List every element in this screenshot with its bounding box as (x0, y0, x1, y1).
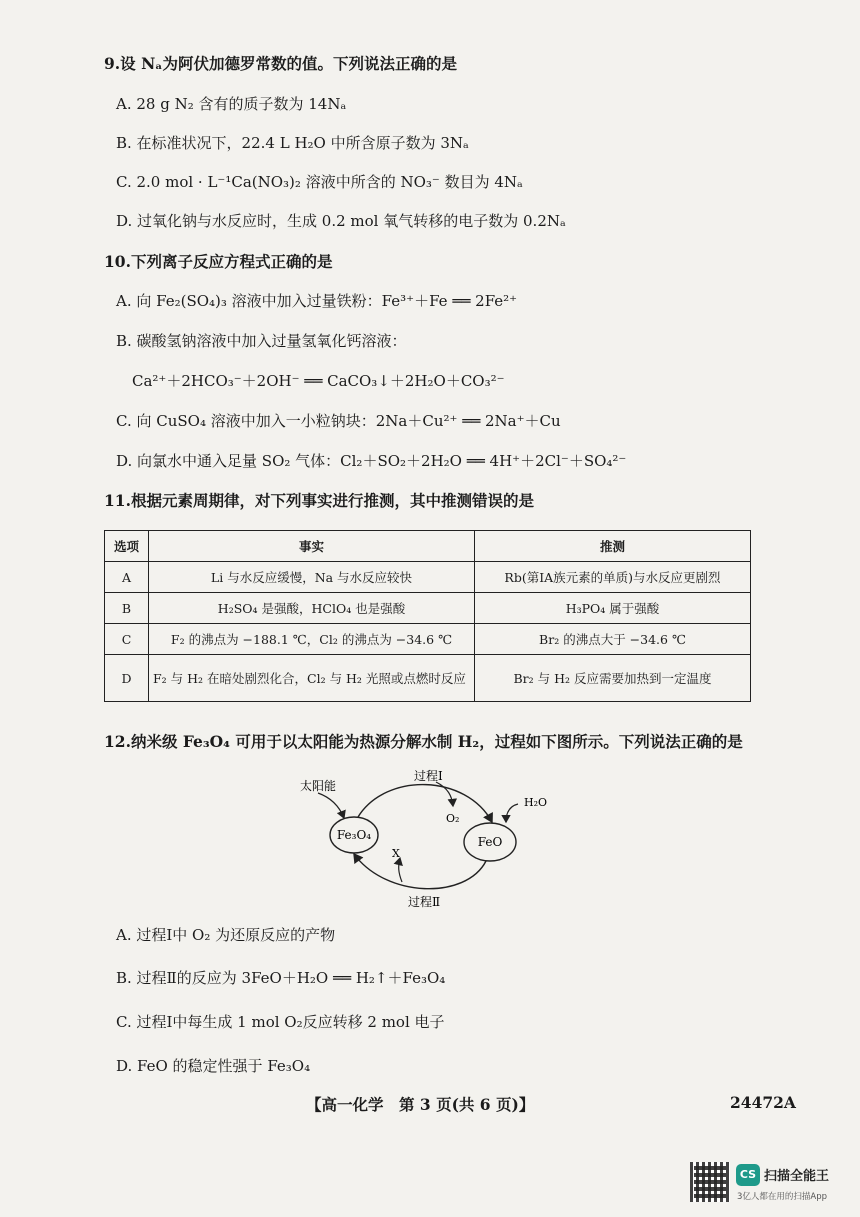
table-header-fact: 事实 (149, 531, 475, 562)
table-cell-fact: F₂ 的沸点为 −188.1 ℃，Cl₂ 的沸点为 −34.6 ℃ (149, 624, 475, 655)
table-row (105, 655, 751, 702)
o2-label: O₂ (446, 812, 460, 825)
h2o-label: H₂O (524, 796, 548, 809)
feo-node-label: FeO (477, 835, 503, 849)
solar-input-arrow (318, 793, 344, 818)
question-9-option-d: D. 过氧化钠与水反应时，生成 0.2 mol 氧气转移的电子数为 0.2Nₐ (116, 212, 566, 230)
question-12-option-a: A. 过程Ⅰ中 O₂ 为还原反应的产物 (116, 926, 336, 944)
question-10-option-b-equation: Ca²⁺＋2HCO₃⁻＋2OH⁻ ══ CaCO₃↓＋2H₂O＋CO₃²⁻ (132, 372, 505, 390)
fe3o4-node-label: Fe₃O₄ (336, 828, 372, 842)
table-header-option: 选项 (105, 531, 149, 562)
table-cell-fact: H₂SO₄ 是强酸，HClO₄ 也是强酸 (149, 593, 475, 624)
x-label: X (392, 847, 400, 860)
qr-code-icon (690, 1162, 730, 1202)
camscanner-watermark (690, 1162, 850, 1208)
table-cell-fact: F₂ 与 H₂ 在暗处剧烈化合，Cl₂ 与 H₂ 光照或点燃时反应 (149, 655, 475, 702)
camscanner-logo-icon: CS (736, 1164, 760, 1186)
table-row (105, 562, 751, 593)
question-10-option-b: B. 碳酸氢钠溶液中加入过量氢氧化钙溶液： (116, 332, 407, 350)
process-2-label: 过程Ⅱ (408, 895, 441, 909)
table-cell-option: B (105, 593, 149, 624)
table-cell-inference: H₃PO₄ 属于强酸 (475, 593, 751, 624)
table-header-row (105, 531, 751, 562)
question-12-stem: 12.纳米级 Fe₃O₄ 可用于以太阳能为热源分解水制 H₂，过程如下图所示。下列说法正确的是 (104, 732, 743, 751)
footer-page-info: 【高一化学 第 3 页(共 6 页)】 (306, 1095, 535, 1114)
h2o-input-arrow (506, 804, 518, 822)
question-9-stem: 9.设 Nₐ为阿伏加德罗常数的值。下列说法正确的是 (104, 54, 457, 73)
question-10-option-d: D. 向氯水中通入足量 SO₂ 气体：Cl₂＋SO₂＋2H₂O ══ 4H⁺＋2Cl⁻＋SO₄²⁻ (116, 452, 627, 470)
process-1-label: 过程Ⅰ (414, 769, 443, 783)
question-11-stem: 11.根据元素周期律，对下列事实进行推测，其中推测错误的是 (104, 491, 534, 510)
table-row (105, 624, 751, 655)
table-cell-option: A (105, 562, 149, 593)
camscanner-name: 扫描全能王 (764, 1169, 830, 1184)
question-12-option-c: C. 过程Ⅰ中每生成 1 mol O₂反应转移 2 mol 电子 (116, 1013, 445, 1031)
table-cell-inference: Br₂ 与 H₂ 反应需要加热到一定温度 (475, 655, 751, 702)
question-10-stem: 10.下列离子反应方程式正确的是 (104, 252, 333, 271)
question-12-option-b: B. 过程Ⅱ的反应为 3FeO＋H₂O ══ H₂↑＋Fe₃O₄ (116, 969, 446, 987)
camscanner-tagline: 3亿人都在用的扫描App (737, 1192, 828, 1202)
table-cell-option: C (105, 624, 149, 655)
process-2-arrow (354, 854, 486, 889)
table-cell-inference: Br₂ 的沸点大于 −34.6 ℃ (475, 624, 751, 655)
footer-exam-code: 24472A (730, 1093, 796, 1112)
element-facts-table (104, 530, 751, 702)
question-10-option-c: C. 向 CuSO₄ 溶液中加入一小粒钠块：2Na＋Cu²⁺ ══ 2Na⁺＋Cu (116, 412, 561, 430)
question-9-option-a: A. 28 g N₂ 含有的质子数为 14Nₐ (116, 95, 347, 113)
fe3o4-water-splitting-diagram (296, 760, 596, 910)
table-row (105, 593, 751, 624)
table-header-inference: 推测 (475, 531, 751, 562)
question-9-option-c: C. 2.0 mol · L⁻¹Ca(NO₃)₂ 溶液中所含的 NO₃⁻ 数目为 4Nₐ (116, 173, 523, 191)
process-1-arrow (358, 785, 492, 822)
table-cell-option: D (105, 655, 149, 702)
table-cell-inference: Rb(第ⅠA族元素的单质)与水反应更剧烈 (475, 562, 751, 593)
question-9-option-b: B. 在标准状况下，22.4 L H₂O 中所含原子数为 3Nₐ (116, 134, 469, 152)
table-cell-fact: Li 与水反应缓慢，Na 与水反应较快 (149, 562, 475, 593)
question-10-option-a: A. 向 Fe₂(SO₄)₃ 溶液中加入过量铁粉：Fe³⁺＋Fe ══ 2Fe²⁺ (116, 292, 518, 310)
x-output-arrow (399, 858, 402, 882)
solar-energy-label: 太阳能 (300, 779, 337, 793)
question-12-option-d: D. FeO 的稳定性强于 Fe₃O₄ (116, 1057, 311, 1075)
